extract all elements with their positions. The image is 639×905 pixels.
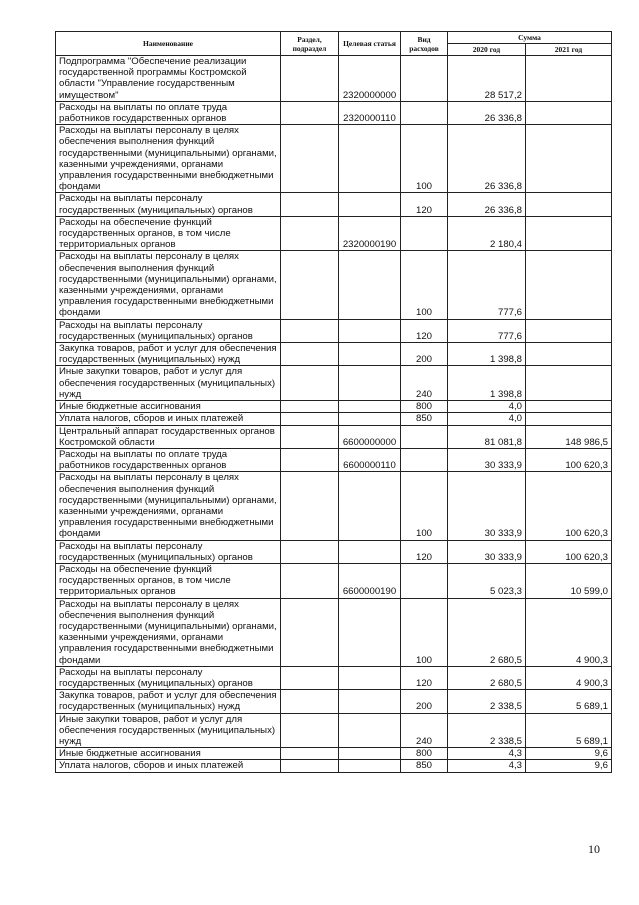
row-amount-2020-cell: 2 338,5 [448, 713, 526, 748]
row-target-cell [339, 472, 401, 540]
row-type-cell: 850 [401, 760, 448, 772]
header-year-2020: 2020 год [448, 44, 526, 56]
row-type-cell [401, 425, 448, 448]
row-type-cell: 100 [401, 598, 448, 666]
row-name-cell: Закупка товаров, работ и услуг для обеспечения государственных (муниципальных) нужд [56, 343, 281, 366]
table-row [56, 540, 612, 563]
row-type-cell: 240 [401, 366, 448, 401]
row-section-cell [281, 251, 339, 319]
table-row [56, 760, 612, 772]
row-amount-2020-cell: 2 338,5 [448, 690, 526, 713]
row-name-cell: Расходы на выплаты персоналу в целях обеспечения выполнения функций государственными (муниципальными) органами, казенными учреждениями, органами управления государственными внебюджетными фондами [56, 472, 281, 540]
row-name-cell: Расходы на выплаты персоналу государственных (муниципальных) органов [56, 193, 281, 216]
row-name-cell: Расходы на выплаты персоналу государственных (муниципальных) органов [56, 540, 281, 563]
row-amount-2020-cell: 30 333,9 [448, 448, 526, 471]
row-section-cell [281, 101, 339, 124]
table-row [56, 101, 612, 124]
row-section-cell [281, 666, 339, 689]
row-amount-2021-cell: 100 620,3 [526, 540, 612, 563]
table-row [56, 216, 612, 251]
row-section-cell [281, 598, 339, 666]
row-name-cell: Расходы на обеспечение функций государственных органов, в том числе территориальных органов [56, 563, 281, 598]
row-type-cell: 120 [401, 540, 448, 563]
table-row [56, 666, 612, 689]
row-target-cell [339, 366, 401, 401]
row-section-cell [281, 319, 339, 342]
row-name-cell: Иные закупки товаров, работ и услуг для обеспечения государственных (муниципальных) нужд [56, 713, 281, 748]
row-target-cell [339, 666, 401, 689]
row-section-cell [281, 425, 339, 448]
table-row [56, 713, 612, 748]
row-section-cell [281, 413, 339, 425]
row-type-cell: 850 [401, 413, 448, 425]
row-amount-2020-cell: 26 336,8 [448, 125, 526, 193]
row-amount-2021-cell: 100 620,3 [526, 472, 612, 540]
table-row [56, 125, 612, 193]
row-amount-2020-cell: 2 180,4 [448, 216, 526, 251]
table-row [56, 448, 612, 471]
row-target-cell: 6600000190 [339, 563, 401, 598]
table-header [56, 32, 612, 56]
row-amount-2020-cell: 1 398,8 [448, 343, 526, 366]
header-target-article: Целевая статья [339, 32, 401, 56]
row-section-cell [281, 690, 339, 713]
row-name-cell: Расходы на выплаты персоналу в целях обеспечения выполнения функций государственными (муниципальными) органами, казенными учреждениями, органами управления государственными внебюджетными фондами [56, 251, 281, 319]
row-amount-2021-cell: 4 900,3 [526, 598, 612, 666]
row-amount-2021-cell [526, 401, 612, 413]
row-amount-2021-cell: 100 620,3 [526, 448, 612, 471]
header-expense-type: Вид расходов [401, 32, 448, 56]
row-name-cell: Подпрограмма "Обеспечение реализации государственной программы Костромской области "Управление государственным имуществом" [56, 56, 281, 102]
row-amount-2021-cell [526, 193, 612, 216]
row-type-cell: 100 [401, 125, 448, 193]
row-type-cell: 800 [401, 401, 448, 413]
row-target-cell: 2320000190 [339, 216, 401, 251]
header-section: Раздел, подраздел [281, 32, 339, 56]
row-amount-2021-cell: 5 689,1 [526, 690, 612, 713]
row-amount-2021-cell: 9,6 [526, 748, 612, 760]
row-amount-2021-cell [526, 366, 612, 401]
table-row [56, 251, 612, 319]
row-amount-2020-cell: 4,3 [448, 748, 526, 760]
table-row [56, 563, 612, 598]
row-target-cell [339, 540, 401, 563]
row-amount-2020-cell: 30 333,9 [448, 472, 526, 540]
row-amount-2020-cell: 777,6 [448, 319, 526, 342]
row-section-cell [281, 563, 339, 598]
row-amount-2020-cell: 5 023,3 [448, 563, 526, 598]
row-amount-2021-cell [526, 216, 612, 251]
row-name-cell: Центральный аппарат государственных органов Костромской области [56, 425, 281, 448]
row-amount-2021-cell: 10 599,0 [526, 563, 612, 598]
row-section-cell [281, 343, 339, 366]
row-type-cell [401, 216, 448, 251]
row-name-cell: Расходы на выплаты персоналу в целях обеспечения выполнения функций государственными (муниципальными) органами, казенными учреждениями, органами управления государственными внебюджетными фондами [56, 125, 281, 193]
row-amount-2021-cell: 5 689,1 [526, 713, 612, 748]
table-row [56, 343, 612, 366]
table-body [56, 56, 612, 773]
row-section-cell [281, 472, 339, 540]
row-name-cell: Расходы на выплаты персоналу государственных (муниципальных) органов [56, 666, 281, 689]
row-target-cell [339, 251, 401, 319]
row-type-cell: 100 [401, 472, 448, 540]
row-name-cell: Расходы на выплаты персоналу в целях обеспечения выполнения функций государственными (муниципальными) органами, казенными учреждениями, органами управления государственными внебюджетными фондами [56, 598, 281, 666]
row-section-cell [281, 748, 339, 760]
row-amount-2021-cell: 148 986,5 [526, 425, 612, 448]
row-amount-2020-cell: 4,0 [448, 401, 526, 413]
row-amount-2021-cell: 9,6 [526, 760, 612, 772]
row-section-cell [281, 401, 339, 413]
table-row [56, 56, 612, 102]
row-target-cell: 2320000000 [339, 56, 401, 102]
row-name-cell: Расходы на выплаты по оплате труда работников государственных органов [56, 448, 281, 471]
page-number: 10 [588, 842, 600, 856]
row-amount-2020-cell: 2 680,5 [448, 666, 526, 689]
row-amount-2020-cell: 4,0 [448, 413, 526, 425]
row-amount-2021-cell [526, 251, 612, 319]
row-name-cell: Иные бюджетные ассигнования [56, 401, 281, 413]
table-row [56, 472, 612, 540]
row-target-cell: 2320000110 [339, 101, 401, 124]
row-target-cell [339, 713, 401, 748]
row-section-cell [281, 125, 339, 193]
row-target-cell [339, 343, 401, 366]
row-name-cell: Иные закупки товаров, работ и услуг для обеспечения государственных (муниципальных) нужд [56, 366, 281, 401]
row-section-cell [281, 448, 339, 471]
row-amount-2020-cell: 26 336,8 [448, 101, 526, 124]
table-row [56, 413, 612, 425]
row-type-cell [401, 101, 448, 124]
row-type-cell: 120 [401, 319, 448, 342]
row-type-cell [401, 563, 448, 598]
budget-table [55, 31, 612, 773]
row-target-cell [339, 748, 401, 760]
row-amount-2021-cell: 4 900,3 [526, 666, 612, 689]
row-section-cell [281, 760, 339, 772]
row-name-cell: Уплата налогов, сборов и иных платежей [56, 760, 281, 772]
row-amount-2021-cell [526, 343, 612, 366]
row-target-cell [339, 319, 401, 342]
row-section-cell [281, 56, 339, 102]
row-amount-2020-cell: 4,3 [448, 760, 526, 772]
row-section-cell [281, 713, 339, 748]
row-name-cell: Расходы на выплаты по оплате труда работников государственных органов [56, 101, 281, 124]
table-row [56, 193, 612, 216]
row-target-cell [339, 125, 401, 193]
row-amount-2020-cell: 777,6 [448, 251, 526, 319]
table-row [56, 366, 612, 401]
table-row [56, 598, 612, 666]
table-row [56, 690, 612, 713]
row-name-cell: Уплата налогов, сборов и иных платежей [56, 413, 281, 425]
row-section-cell [281, 540, 339, 563]
row-amount-2020-cell: 2 680,5 [448, 598, 526, 666]
row-amount-2020-cell: 81 081,8 [448, 425, 526, 448]
row-target-cell [339, 413, 401, 425]
row-amount-2021-cell [526, 56, 612, 102]
row-target-cell: 6600000000 [339, 425, 401, 448]
row-amount-2020-cell: 26 336,8 [448, 193, 526, 216]
table-row [56, 748, 612, 760]
row-target-cell [339, 598, 401, 666]
row-type-cell: 240 [401, 713, 448, 748]
row-section-cell [281, 366, 339, 401]
table-row [56, 401, 612, 413]
row-type-cell: 100 [401, 251, 448, 319]
row-target-cell [339, 760, 401, 772]
row-amount-2021-cell [526, 101, 612, 124]
row-name-cell: Расходы на обеспечение функций государственных органов, в том числе территориальных органов [56, 216, 281, 251]
table-row [56, 319, 612, 342]
row-target-cell [339, 401, 401, 413]
row-target-cell: 6600000110 [339, 448, 401, 471]
header-name: Наименование [56, 32, 281, 56]
row-amount-2021-cell [526, 319, 612, 342]
row-amount-2020-cell: 28 517,2 [448, 56, 526, 102]
row-name-cell: Расходы на выплаты персоналу государственных (муниципальных) органов [56, 319, 281, 342]
row-amount-2020-cell: 1 398,8 [448, 366, 526, 401]
row-type-cell: 120 [401, 193, 448, 216]
header-year-2021: 2021 год [526, 44, 612, 56]
header-sum: Сумма [448, 32, 612, 44]
row-amount-2021-cell [526, 413, 612, 425]
row-name-cell: Закупка товаров, работ и услуг для обеспечения государственных (муниципальных) нужд [56, 690, 281, 713]
row-type-cell: 200 [401, 343, 448, 366]
row-amount-2020-cell: 30 333,9 [448, 540, 526, 563]
row-amount-2021-cell [526, 125, 612, 193]
row-type-cell [401, 56, 448, 102]
table-row [56, 425, 612, 448]
row-name-cell: Иные бюджетные ассигнования [56, 748, 281, 760]
row-target-cell [339, 690, 401, 713]
row-type-cell: 200 [401, 690, 448, 713]
row-target-cell [339, 193, 401, 216]
row-section-cell [281, 193, 339, 216]
row-type-cell: 800 [401, 748, 448, 760]
row-section-cell [281, 216, 339, 251]
row-type-cell: 120 [401, 666, 448, 689]
row-type-cell [401, 448, 448, 471]
